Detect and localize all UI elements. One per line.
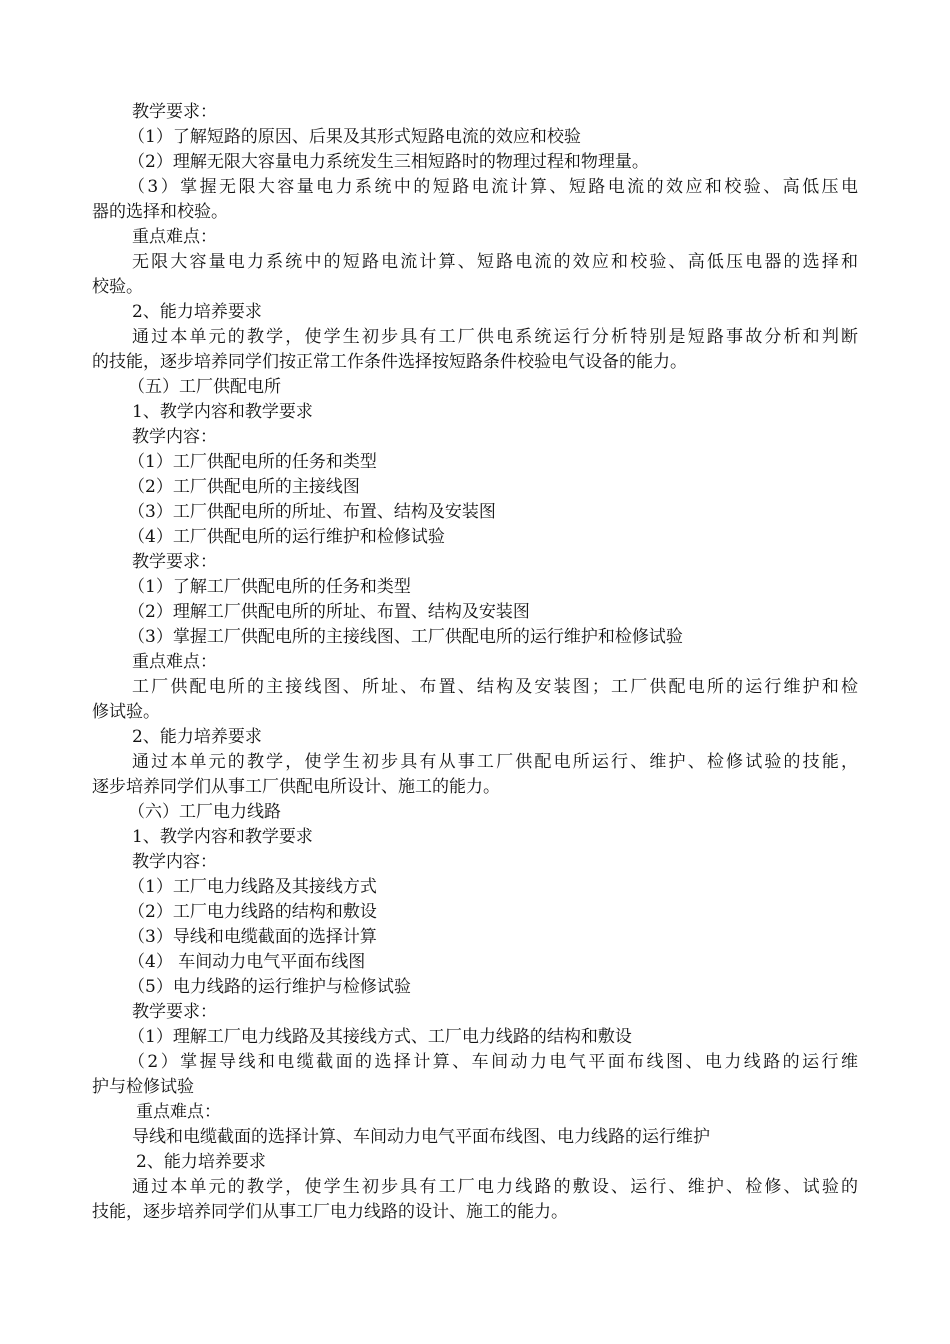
text-line: 校验。 (92, 277, 143, 297)
text-line: （4） 车间动力电气平面布线图 (128, 952, 366, 972)
text-line: （1）工厂供配电所的任务和类型 (128, 452, 377, 472)
text-line: （1）理解工厂电力线路及其接线方式、工厂电力线路的结构和敷设 (128, 1027, 632, 1047)
text-line: 通过本单元的教学，使学生初步具有从事工厂供配电所运行、维护、检修试验的技能， (132, 752, 858, 772)
text-line: （1）了解工厂供配电所的任务和类型 (128, 577, 411, 597)
text-line: 重点难点： (132, 652, 217, 672)
text-line: 教学要求： (132, 1002, 217, 1022)
section-heading: （六）工厂电力线路 (128, 802, 281, 822)
text-line: 通过本单元的教学，使学生初步具有工厂电力线路的敷设、运行、维护、检修、试验的 (132, 1177, 858, 1197)
text-line: 1、教学内容和教学要求 (132, 827, 313, 847)
text-line: 教学要求： (132, 102, 217, 122)
text-line: 器的选择和校验。 (92, 202, 228, 222)
text-line: 2、能力培养要求 (132, 302, 262, 322)
text-line: 护与检修试验 (92, 1077, 194, 1097)
text-line: 教学内容： (132, 852, 217, 872)
text-line: （2）工厂供配电所的主接线图 (128, 477, 360, 497)
text-line: 修试验。 (92, 702, 160, 722)
text-line: 教学要求： (132, 552, 217, 572)
text-line: 无限大容量电力系统中的短路电流计算、短路电流的效应和校验、高低压电器的选择和 (132, 252, 858, 272)
text-line: （2）理解工厂供配电所的所址、布置、结构及安装图 (128, 602, 530, 622)
text-line: （3）工厂供配电所的所址、布置、结构及安装图 (128, 502, 496, 522)
text-line: （2）掌握导线和电缆截面的选择计算、车间动力电气平面布线图、电力线路的运行维 (128, 1052, 858, 1072)
text-line: （2）理解无限大容量电力系统发生三相短路时的物理过程和物理量。 (128, 152, 649, 172)
text-line: 重点难点： (136, 1102, 221, 1122)
section-heading: （五）工厂供配电所 (128, 377, 281, 397)
text-line: 重点难点： (132, 227, 217, 247)
text-line: 导线和电缆截面的选择计算、车间动力电气平面布线图、电力线路的运行维护 (132, 1127, 710, 1147)
text-line: （3）掌握工厂供配电所的主接线图、工厂供配电所的运行维护和检修试验 (128, 627, 683, 647)
text-line: 通过本单元的教学，使学生初步具有工厂供电系统运行分析特别是短路事故分析和判断 (132, 327, 858, 347)
text-line: （4）工厂供配电所的运行维护和检修试验 (128, 527, 445, 547)
text-line: 工厂供配电所的主接线图、所址、布置、结构及安装图；工厂供配电所的运行维护和检 (132, 677, 858, 697)
text-line: （1）工厂电力线路及其接线方式 (128, 877, 377, 897)
text-line: 教学内容： (132, 427, 217, 447)
text-line: 2、能力培养要求 (132, 727, 262, 747)
text-line: 1、教学内容和教学要求 (132, 402, 313, 422)
text-line: （5）电力线路的运行维护与检修试验 (128, 977, 411, 997)
text-line: （1）了解短路的原因、后果及其形式短路电流的效应和校验 (128, 127, 581, 147)
text-line: （3）导线和电缆截面的选择计算 (128, 927, 377, 947)
text-line: 逐步培养同学们从事工厂供配电所设计、施工的能力。 (92, 777, 500, 797)
text-line: 的技能，逐步培养同学们按正常工作条件选择按短路条件校验电气设备的能力。 (92, 352, 687, 372)
text-line: 2、能力培养要求 (136, 1152, 266, 1172)
text-line: （3）掌握无限大容量电力系统中的短路电流计算、短路电流的效应和校验、高低压电 (128, 177, 858, 197)
text-line: （2）工厂电力线路的结构和敷设 (128, 902, 377, 922)
text-line: 技能，逐步培养同学们从事工厂电力线路的设计、施工的能力。 (92, 1202, 568, 1222)
